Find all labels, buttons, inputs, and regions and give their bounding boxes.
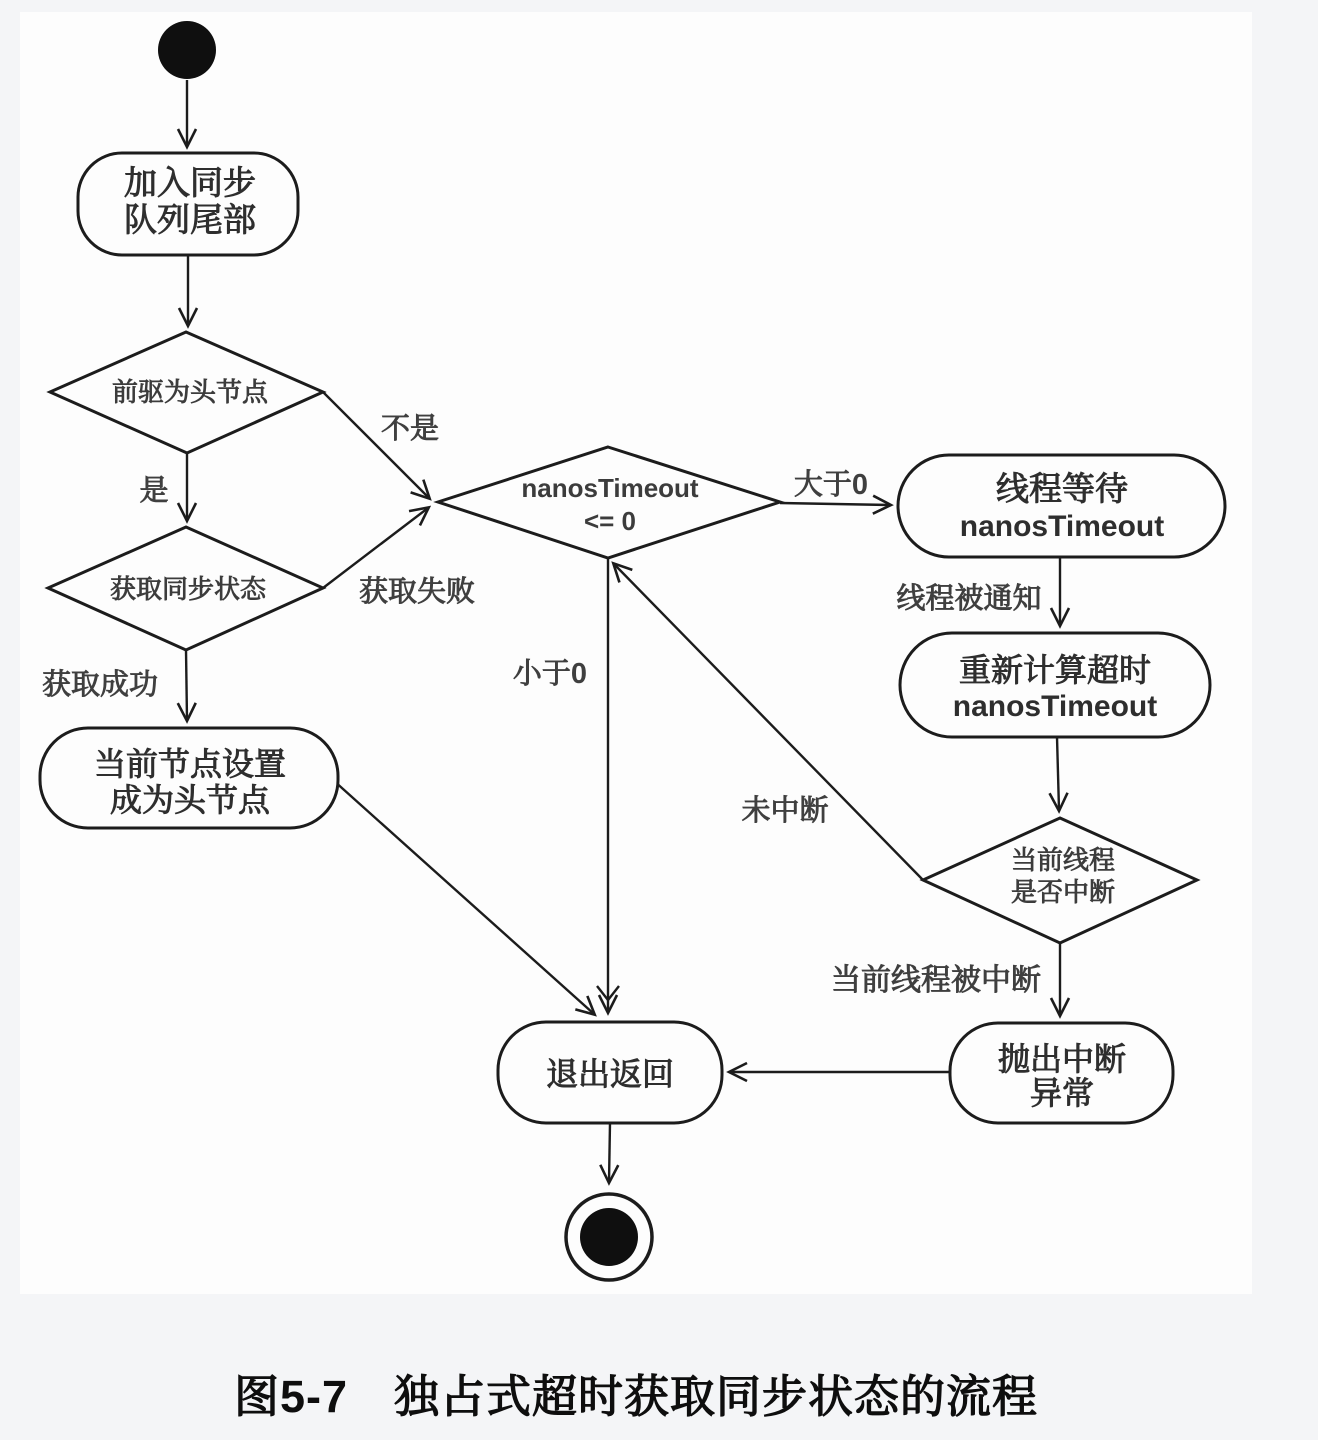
label-yes: 是 bbox=[139, 475, 169, 507]
final-node-inner bbox=[580, 1208, 638, 1266]
label-less-than-zero: 小于0 bbox=[512, 658, 588, 690]
label-acquire-fail: 获取失败 bbox=[358, 576, 476, 608]
edge-acquire-success bbox=[186, 650, 187, 720]
decision-predecessor-label: 前驱为头节点 bbox=[111, 377, 269, 407]
activity-throw-line2: 异常 bbox=[1029, 1075, 1095, 1111]
activity-thread-wait-line1: 线程等待 bbox=[996, 470, 1128, 507]
label-no: 不是 bbox=[380, 413, 440, 445]
initial-node bbox=[158, 21, 216, 79]
decision-nanostimeout-line2: <= 0 bbox=[583, 506, 637, 536]
decision-interrupted-line1: 当前线程 bbox=[1010, 845, 1116, 875]
decision-acquire-label: 获取同步状态 bbox=[109, 574, 267, 604]
activity-thread-wait-line2: nanosTimeout bbox=[959, 510, 1165, 543]
activity-enqueue-line1: 加入同步 bbox=[124, 164, 256, 201]
label-acquire-success: 获取成功 bbox=[41, 669, 159, 701]
decision-nanostimeout-line1: nanosTimeout bbox=[521, 473, 699, 503]
label-not-interrupted: 未中断 bbox=[741, 795, 829, 827]
activity-recalculate-line2: nanosTimeout bbox=[952, 690, 1158, 723]
activity-exit-label: 退出返回 bbox=[545, 1056, 675, 1092]
decision-interrupted-line2: 是否中断 bbox=[1010, 877, 1116, 907]
figure-caption: 图5-7 独占式超时获取同步状态的流程 bbox=[233, 1371, 1039, 1422]
activity-recalculate-line1: 重新计算超时 bbox=[958, 652, 1152, 688]
activity-throw-line1: 抛出中断 bbox=[997, 1041, 1127, 1077]
activity-enqueue-line2: 队列尾部 bbox=[124, 201, 256, 238]
activity-set-head-line1: 当前节点设置 bbox=[93, 746, 287, 782]
label-thread-interrupted: 当前线程被中断 bbox=[831, 964, 1041, 997]
activity-set-head-line2: 成为头节点 bbox=[109, 782, 271, 818]
label-thread-notified: 线程被通知 bbox=[896, 583, 1042, 615]
edge-exit-to-end bbox=[609, 1123, 610, 1182]
label-greater-than-zero: 大于0 bbox=[793, 469, 869, 501]
